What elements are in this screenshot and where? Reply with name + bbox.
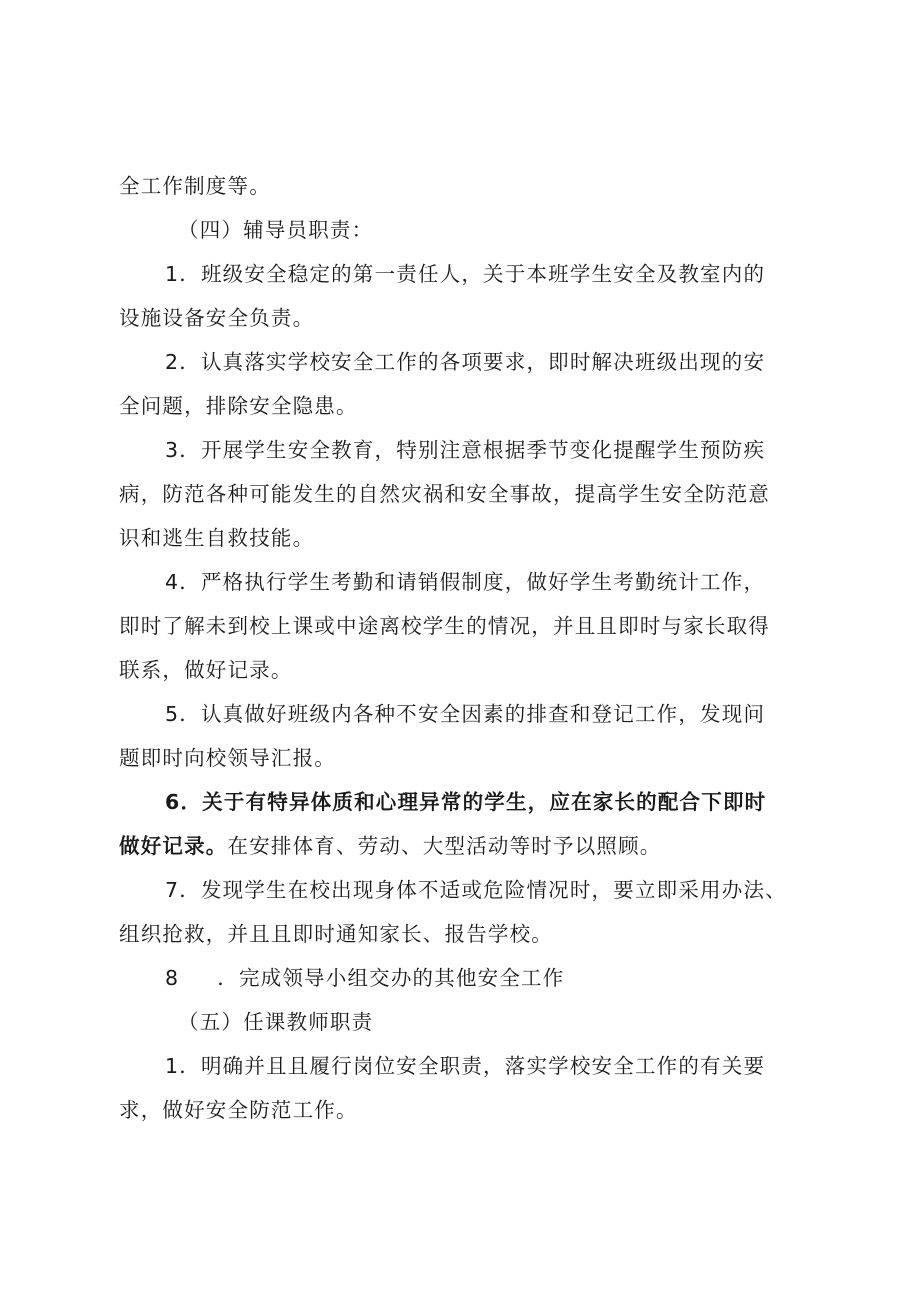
text-line: 2．认真落实学校安全工作的各项要求，即时解决班级出现的安 [165, 350, 766, 374]
text-line [119, 832, 662, 860]
text-line: 3．开展学生安全教育，特别注意根据季节变化提醒学生预防疾 [165, 438, 766, 462]
item-number: 8 [165, 966, 180, 990]
bold-text-span: 做好记录。 [119, 834, 228, 858]
bold-text-line: 6．关于有特异体质和心理异常的学生，应在家长的配合下即时 [165, 790, 767, 814]
text-line: 全问题，排除安全隐患。 [119, 394, 358, 418]
text-line: 病，防范各种可能发生的自然灾祸和安全事故，提高学生安全防范意 [119, 482, 770, 506]
text-line: 1．班级安全稳定的第一责任人，关于本班学生安全及教室内的 [165, 262, 766, 286]
text-line: 联系，做好记录。 [119, 658, 293, 682]
text-line: 求，做好安全防范工作。 [119, 1098, 358, 1122]
text-line: 设施设备安全负责。 [119, 306, 315, 330]
text-span: ．完成领导小组交办的其他安全工作 [217, 966, 565, 990]
section-heading-counselor: （四）辅导员职责： [178, 218, 374, 242]
section-heading-teacher: （五）任课教师职责 [178, 1010, 374, 1034]
text-line: 识和逃生自救技能。 [119, 526, 315, 550]
text-span: 在安排体育、劳动、大型活动等时予以照顾。 [227, 834, 662, 858]
text-line: 全工作制度等。 [119, 174, 271, 198]
text-line: 即时了解未到校上课或中途离校学生的情况，并且且即时与家长取得 [119, 614, 770, 638]
text-line: 7．发现学生在校出现身体不适或危险情况时，要立即采用办法、 [165, 878, 787, 902]
text-line: 组织抢救，并且且即时通知家长、报告学校。 [119, 922, 553, 946]
text-line: 题即时向校领导汇报。 [119, 746, 336, 770]
text-line: 1．明确并且且履行岗位安全职责，落实学校安全工作的有关要 [165, 1054, 766, 1078]
text-line [165, 964, 564, 992]
text-line: 5．认真做好班级内各种不安全因素的排查和登记工作，发现问 [165, 702, 766, 726]
text-line: 4．严格执行学生考勤和请销假制度，做好学生考勤统计工作， [165, 570, 766, 594]
